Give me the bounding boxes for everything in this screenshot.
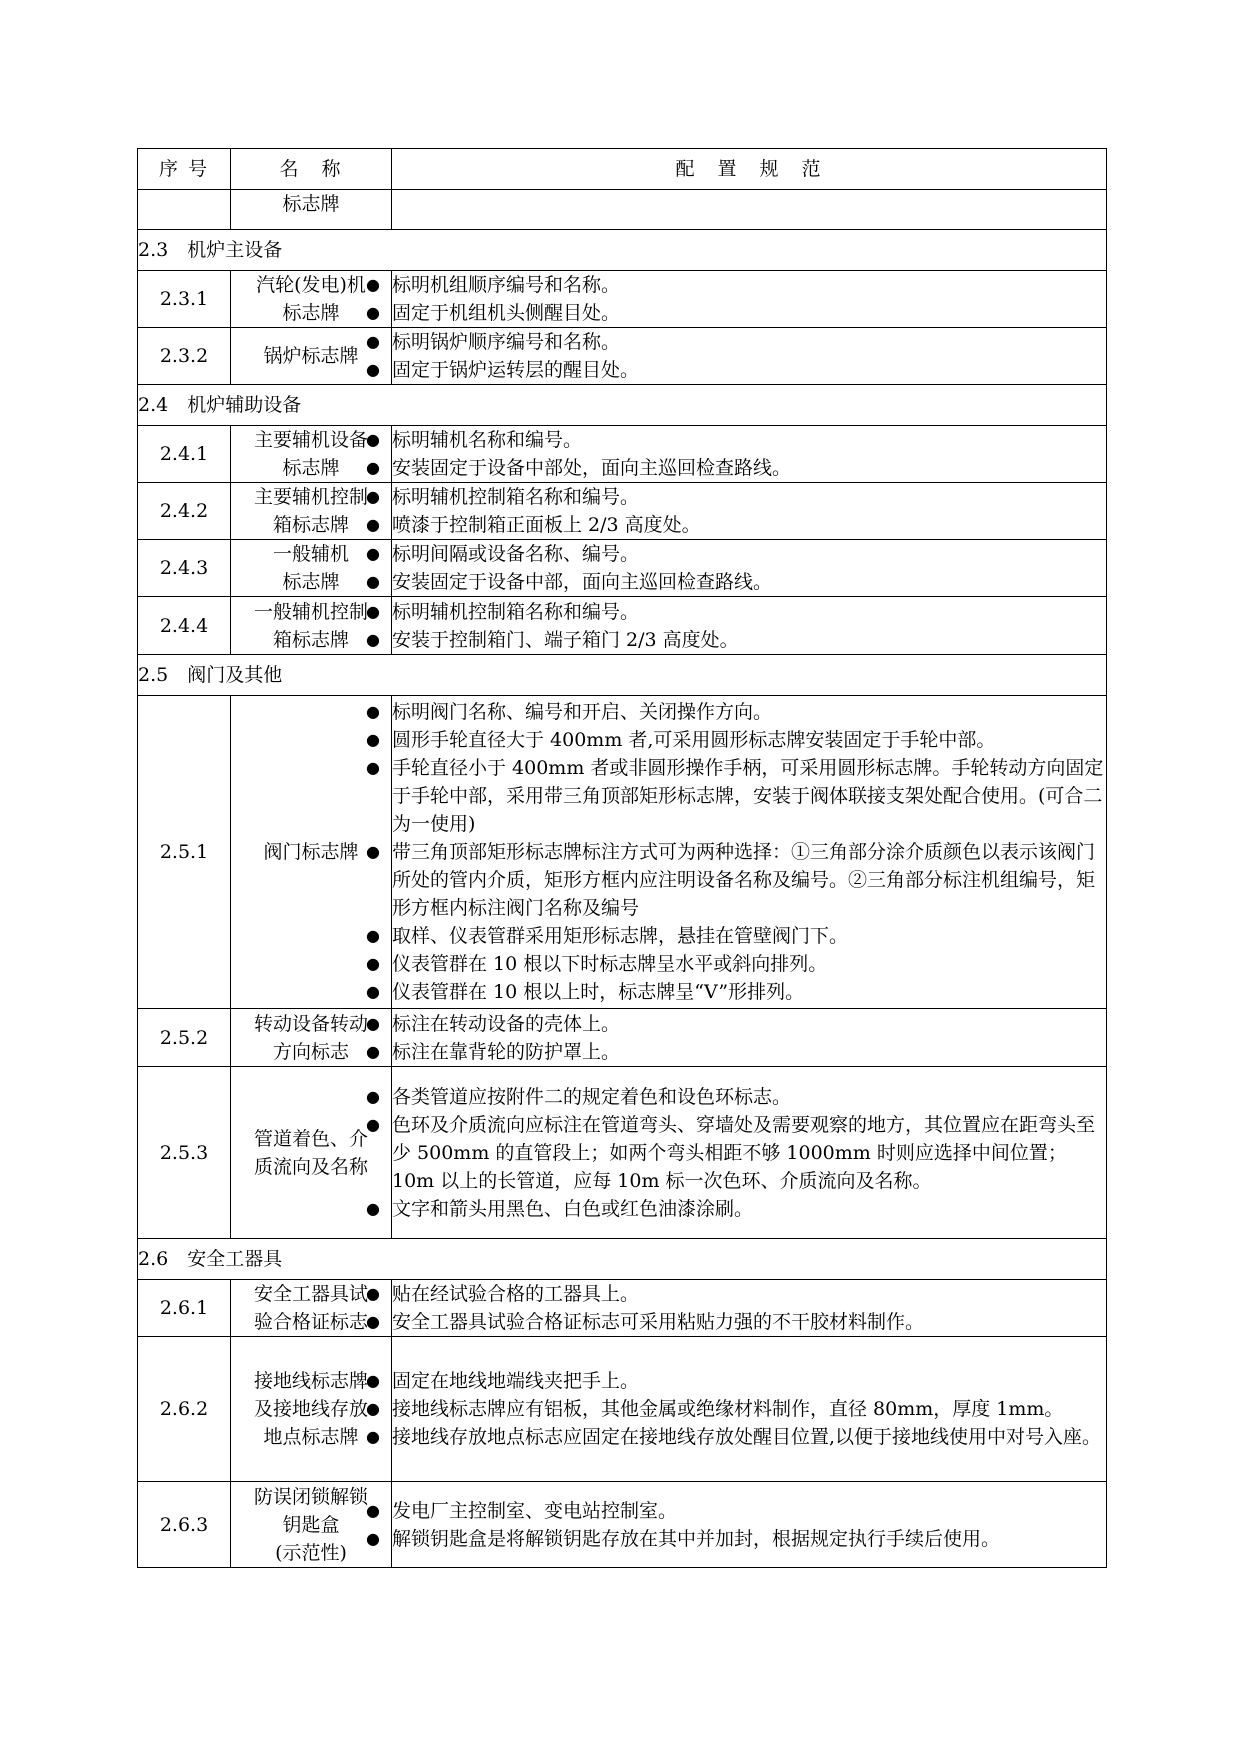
spec-bullet-item: ● 色环及介质流向应标注在管道弯头、穿墙处及需要观察的地方，其位置应在距弯头至少 500mm 的直管段上；如两个弯头相距不够 1000mm 时则应选择中间位置；10m 以上的长管道，应每 10m 标一次色环、介质流向及名称。 — [392, 1111, 1106, 1195]
row-name-line: 一般辅机控制 — [253, 600, 368, 623]
row-number: 2.4.4 — [138, 597, 231, 655]
table-row — [138, 271, 1107, 328]
row-name-line: 标志牌 — [282, 302, 340, 324]
header-row — [138, 149, 1107, 190]
spec-bullet-item: ● 文字和箭头用黑色、白色或红色油漆涂刷。 — [392, 1195, 1106, 1223]
spec-bullet-item: ● 各类管道应按附件二的规定着色和设色环标志。 — [392, 1083, 1106, 1111]
spec-bullet-item: ● 标注在靠背轮的防护罩上。 — [392, 1038, 1106, 1066]
spec-bullet-item: ● 仪表管群在 10 根以上时，标志牌呈“V”形排列。 — [392, 978, 1106, 1006]
row-name-line: 钥匙盒 — [282, 1513, 340, 1536]
row-number: 2.6.1 — [138, 1280, 231, 1337]
row-spec — [392, 540, 1107, 597]
spec-bullet-item: ● 标明阀门名称、编号和开启、关闭操作方向。 — [392, 698, 1106, 726]
row-spec — [392, 1482, 1107, 1568]
table-row — [138, 1337, 1107, 1482]
row-name-line: 一般辅机 — [272, 543, 349, 565]
row-number: 2.6.2 — [138, 1337, 231, 1482]
table-row — [138, 597, 1107, 655]
row-name-line: 防误闭锁解锁 — [253, 1485, 368, 1508]
spec-bullet-item: ● 接地线存放地点标志应固定在接地线存放处醒目位置,以便于接地线使用中对号入座。 — [392, 1423, 1106, 1451]
table-row — [138, 696, 1107, 1009]
row-name-line: 管道着色、介 — [253, 1127, 368, 1150]
spec-table — [137, 148, 1107, 1568]
row-name-line: 及接地线存放 — [253, 1398, 368, 1420]
table-row — [138, 426, 1107, 483]
spec-bullet-item: ● 标明辅机控制箱名称和编号。 — [392, 598, 1106, 626]
row-name-line: 标志牌 — [282, 571, 340, 593]
row-name-line: 安全工器具试 — [253, 1283, 368, 1305]
row-spec — [392, 1337, 1107, 1482]
row-name-line: 方向标志 — [272, 1040, 349, 1063]
row-number: 2.5.2 — [138, 1009, 231, 1067]
spec-bullet-item: ● 接地线标志牌应有铝板，其他金属或绝缘材料制作，直径 80mm，厚度 1mm。 — [392, 1395, 1106, 1423]
section-title: 2.6 安全工器具 — [138, 1239, 1107, 1280]
section-title: 2.5 阀门及其他 — [138, 655, 1107, 696]
row-number: 2.4.1 — [138, 426, 231, 483]
row-name-line: 箱标志牌 — [272, 514, 349, 536]
row-name-line: 标志牌 — [282, 457, 340, 479]
section-row — [138, 655, 1107, 696]
table-row — [138, 1009, 1107, 1067]
spec-bullet-item: ● 贴在经试验合格的工器具上。 — [392, 1280, 1106, 1308]
spec-bullet-item: ● 安装固定于设备中部，面向主巡回检查路线。 — [392, 568, 1106, 596]
row-name-line: 验合格证标志 — [253, 1311, 368, 1333]
spec-bullet-item: ● 固定于机组机头侧醒目处。 — [392, 299, 1106, 327]
continued-row — [138, 190, 1107, 230]
col-no-header: 序 号 — [138, 149, 231, 190]
spec-bullet-item: ● 发电厂主控制室、变电站控制室。 — [392, 1497, 1106, 1525]
spec-bullet-item: ● 标明辅机名称和编号。 — [392, 426, 1106, 454]
spec-bullet-item: ● 安装于控制箱门、端子箱门 2/3 高度处。 — [392, 626, 1106, 654]
row-number: 2.5.3 — [138, 1067, 231, 1239]
col-spec-header: 配 置 规 范 — [392, 149, 1107, 190]
table-row — [138, 328, 1107, 385]
table-row — [138, 1067, 1107, 1239]
row-spec — [392, 328, 1107, 385]
row-spec — [392, 597, 1107, 655]
row-name-line: (示范性) — [275, 1541, 347, 1564]
spec-bullet-item: ● 安装固定于设备中部处，面向主巡回检查路线。 — [392, 454, 1106, 482]
row-spec — [392, 1067, 1107, 1239]
row-number: 2.4.3 — [138, 540, 231, 597]
row-number: 2.6.3 — [138, 1482, 231, 1568]
continued-spec-cell — [392, 190, 1107, 230]
row-spec — [392, 1280, 1107, 1337]
row-number: 2.3.2 — [138, 328, 231, 385]
spec-bullet-item: ● 圆形手轮直径大于 400mm 者,可采用圆形标志牌安装固定于手轮中部。 — [392, 726, 1106, 754]
row-name-line: 主要辅机控制 — [253, 486, 368, 508]
row-name-line: 汽轮(发电)机 — [256, 274, 366, 296]
spec-bullet-item: ● 安全工器具试验合格证标志可采用粘贴力强的不干胶材料制作。 — [392, 1308, 1106, 1336]
row-spec — [392, 696, 1107, 1009]
row-name-line: 阀门标志牌 — [263, 841, 359, 863]
continued-name-cell: 标志牌 — [231, 190, 392, 230]
continued-no-cell — [138, 190, 231, 230]
spec-bullet-item: ● 带三角顶部矩形标志牌标注方式可为两种选择：①三角部分涂介质颜色以表示该阀门所处的管内介质，矩形方框内应注明设备名称及编号。②三角部分标注机组编号，矩形方框内标注阀门名称及编号 — [392, 838, 1106, 922]
spec-bullet-item: ● 标明锅炉顺序编号和名称。 — [392, 328, 1106, 356]
spec-bullet-item: ● 固定在地线地端线夹把手上。 — [392, 1367, 1106, 1395]
row-spec — [392, 426, 1107, 483]
section-row — [138, 230, 1107, 271]
row-name-line: 箱标志牌 — [272, 628, 349, 651]
section-title: 2.3 机炉主设备 — [138, 230, 1107, 271]
row-spec — [392, 271, 1107, 328]
section-row — [138, 385, 1107, 426]
row-number: 2.3.1 — [138, 271, 231, 328]
section-title: 2.4 机炉辅助设备 — [138, 385, 1107, 426]
row-spec — [392, 1009, 1107, 1067]
spec-bullet-item: ● 手轮直径小于 400mm 者或非圆形操作手柄，可采用圆形标志牌。手轮转动方向固定于手轮中部，采用带三角顶部矩形标志牌，安装于阀体联接支架处配合使用。(可合二为一使用) — [392, 754, 1106, 838]
row-name-line: 转动设备转动 — [253, 1012, 368, 1035]
row-number: 2.5.1 — [138, 696, 231, 1009]
spec-bullet-item: ● 标明辅机控制箱名称和编号。 — [392, 483, 1106, 511]
spec-bullet-item: ● 固定于锅炉运转层的醒目处。 — [392, 356, 1106, 384]
spec-bullet-item: ● 喷漆于控制箱正面板上 2/3 高度处。 — [392, 511, 1106, 539]
spec-bullet-item: ● 解锁钥匙盒是将解锁钥匙存放在其中并加封，根据规定执行手续后使用。 — [392, 1525, 1106, 1553]
spec-bullet-item: ● 标明机组顺序编号和名称。 — [392, 271, 1106, 299]
row-spec — [392, 483, 1107, 540]
row-name-line: 地点标志牌 — [263, 1426, 359, 1448]
section-row — [138, 1239, 1107, 1280]
table-row — [138, 1482, 1107, 1568]
row-name-line: 锅炉标志牌 — [263, 345, 359, 367]
row-name-line: 主要辅机设备 — [253, 429, 368, 451]
spec-bullet-item: ● 标注在转动设备的壳体上。 — [392, 1010, 1106, 1038]
table-row — [138, 1280, 1107, 1337]
row-name-line: 质流向及名称 — [253, 1155, 368, 1178]
row-name-line: 接地线标志牌 — [253, 1370, 368, 1392]
spec-bullet-item: ● 标明间隔或设备名称、编号。 — [392, 540, 1106, 568]
col-name-header: 名 称 — [231, 149, 392, 190]
table-row — [138, 483, 1107, 540]
spec-bullet-item: ● 仪表管群在 10 根以下时标志牌呈水平或斜向排列。 — [392, 950, 1106, 978]
table-row — [138, 540, 1107, 597]
spec-bullet-item: ● 取样、仪表管群采用矩形标志牌，悬挂在管壁阀门下。 — [392, 922, 1106, 950]
row-number: 2.4.2 — [138, 483, 231, 540]
